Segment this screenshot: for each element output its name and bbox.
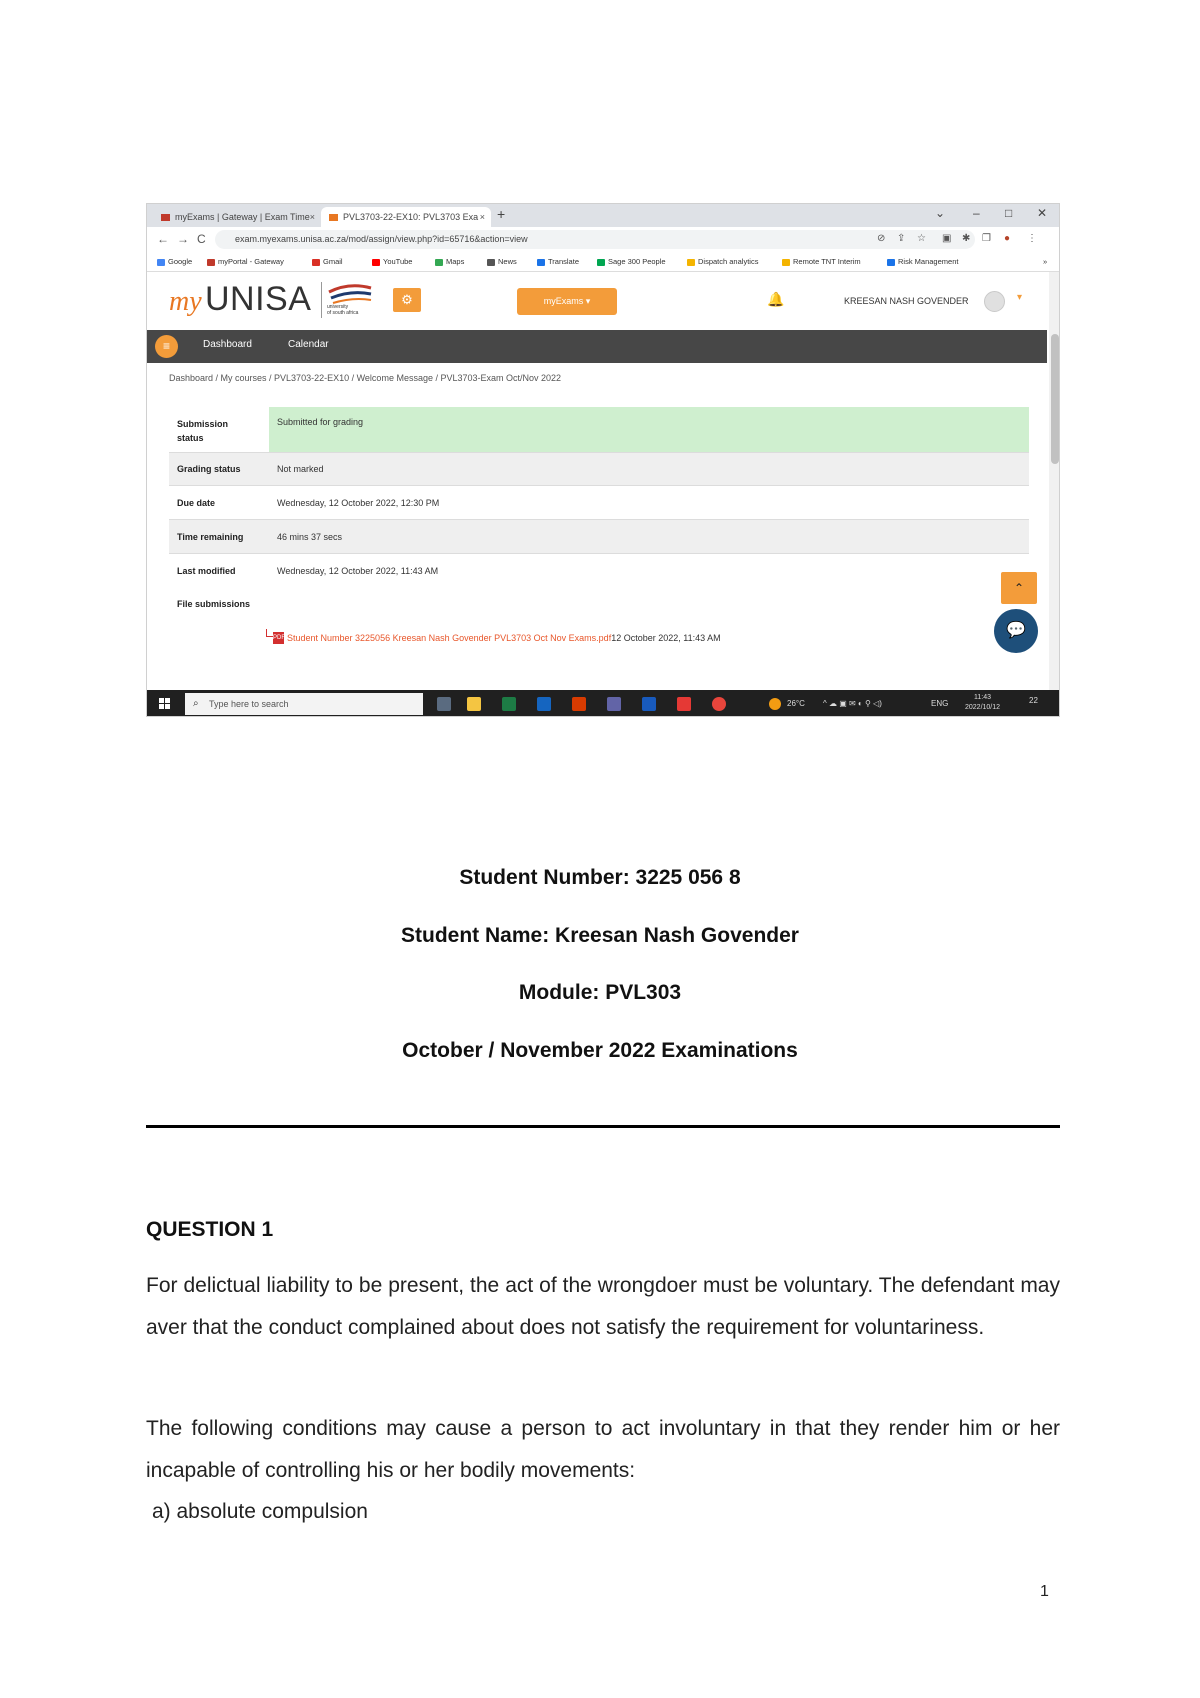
- analytics-icon: [687, 259, 695, 266]
- exam-submission-screenshot: [146, 203, 1060, 717]
- browser-tab-myexams[interactable]: myExams | Gateway | Exam Time ×: [153, 207, 321, 227]
- user-avatar[interactable]: [984, 291, 1005, 312]
- sage-icon: [597, 259, 605, 266]
- back-to-top-button[interactable]: [1001, 572, 1037, 604]
- bookmark-remote-tnt[interactable]: Remote TNT Interim: [782, 257, 861, 266]
- row-value: Not marked: [277, 464, 324, 474]
- chevron-up-icon: ⌃: [1013, 581, 1025, 595]
- close-window-icon[interactable]: ✕: [1037, 206, 1048, 220]
- puzzle-extension-icon[interactable]: ✱: [962, 233, 971, 244]
- notifications-icon[interactable]: 22: [1029, 696, 1038, 705]
- risk-icon: [887, 259, 895, 266]
- logo-my-text: my: [169, 286, 202, 317]
- close-tab-icon[interactable]: ×: [309, 212, 315, 222]
- side-panel-icon[interactable]: ❐: [982, 233, 991, 244]
- acrobat-icon[interactable]: [677, 697, 691, 711]
- due-date-row: [169, 486, 1029, 520]
- paragraph: The following conditions may cause a person to act involuntary in that they render him or her incapable of controlling his or her bodily movements:: [146, 1417, 1060, 1482]
- new-tab-icon[interactable]: +: [497, 206, 506, 222]
- myexams-favicon-icon: [161, 214, 170, 221]
- bookmark-translate[interactable]: Translate: [537, 257, 579, 266]
- tab-search-icon[interactable]: ⌄: [935, 206, 946, 220]
- share-icon[interactable]: ⇪: [897, 233, 906, 244]
- scrollbar-thumb[interactable]: [1051, 334, 1059, 464]
- windows-start-icon[interactable]: [159, 698, 171, 710]
- menu-hamburger-icon[interactable]: ≡: [155, 335, 178, 358]
- submission-status-row: [169, 407, 1029, 453]
- nav-link-dashboard[interactable]: Dashboard: [203, 339, 252, 350]
- minimize-icon[interactable]: –: [973, 206, 980, 220]
- bookmarks-more-icon[interactable]: »: [1043, 257, 1048, 266]
- extension-icon[interactable]: ▣: [942, 233, 952, 244]
- incognito-icon[interactable]: ⊘: [877, 233, 886, 244]
- page-number: 1: [1040, 1583, 1049, 1600]
- translate-icon: [537, 259, 545, 266]
- myexams-button[interactable]: myExams ▾: [517, 288, 617, 315]
- taskbar-search-input[interactable]: ⌕ Type here to search: [185, 693, 423, 715]
- chrome-icon[interactable]: [712, 697, 726, 711]
- unisa-favicon-icon: [329, 214, 338, 221]
- file-date: 12 October 2022, 11:43 AM: [611, 633, 721, 643]
- last-modified-row: [169, 554, 1029, 588]
- forward-arrow-icon[interactable]: →: [177, 232, 189, 246]
- time-remaining-row: [169, 520, 1029, 554]
- maps-icon: [435, 259, 443, 266]
- bookmark-youtube[interactable]: YouTube: [372, 257, 412, 266]
- pdf-file-icon: PDF: [273, 632, 284, 644]
- row-value: 46 mins 37 secs: [277, 532, 343, 542]
- nav-link-calendar[interactable]: Calendar: [288, 339, 329, 350]
- student-name: Student Name: Kreesan Nash Govender: [401, 924, 799, 947]
- browser-tab-pvl3703[interactable]: PVL3703-22-EX10: PVL3703 Exa ×: [321, 207, 491, 227]
- chat-button[interactable]: [994, 609, 1038, 653]
- user-name[interactable]: KREESAN NASH GOVENDER: [844, 296, 969, 306]
- task-view-icon[interactable]: [437, 697, 451, 711]
- office-icon[interactable]: [572, 697, 586, 711]
- bookmark-gmail[interactable]: Gmail: [312, 257, 343, 266]
- unisa-icon: [207, 259, 215, 266]
- module-code: Module: PVL303: [518, 981, 682, 1004]
- browser-tab-bar: [147, 204, 1060, 227]
- status-highlight: [269, 407, 1029, 453]
- row-value: Wednesday, 12 October 2022, 12:30 PM: [277, 498, 440, 508]
- row-label: Submission status: [177, 419, 229, 443]
- list-item: a) absolute compulsion: [152, 1500, 368, 1523]
- row-label: Due date: [177, 498, 216, 508]
- outlook-icon[interactable]: [537, 697, 551, 711]
- search-icon: ⌕: [193, 698, 199, 709]
- teams-icon[interactable]: [607, 697, 621, 711]
- file-submissions-row: [169, 588, 1029, 618]
- user-menu-chevron-icon[interactable]: ▾: [1017, 292, 1023, 303]
- row-label: Grading status: [177, 464, 241, 474]
- settings-gear-button[interactable]: [393, 288, 421, 312]
- bookmark-myportal[interactable]: myPortal - Gateway: [207, 257, 284, 266]
- gear-icon: ⚙: [401, 292, 413, 307]
- row-label: Time remaining: [177, 532, 244, 542]
- bookmark-star-icon[interactable]: ☆: [917, 233, 926, 244]
- submitted-file-link[interactable]: Student Number 3225056 Kreesan Nash Govender PVL3703 Oct Nov Exams.pdf12 October 2022, 11:43 AM: [287, 633, 721, 643]
- gmail-icon: [312, 259, 320, 266]
- weather-icon[interactable]: [769, 698, 781, 710]
- bookmark-news[interactable]: News: [487, 257, 517, 266]
- chat-bubble-icon: 💬: [1006, 622, 1026, 639]
- reload-icon[interactable]: C: [197, 232, 206, 246]
- grading-status-row: [169, 453, 1029, 486]
- weather-temp[interactable]: 26°C: [787, 699, 805, 708]
- row-value: Wednesday, 12 October 2022, 11:43 AM: [277, 566, 439, 576]
- clock[interactable]: 11:43 2022/10/12: [965, 694, 1001, 711]
- logo-unisa-text: UNISA: [205, 280, 312, 318]
- student-number: Student Number: 3225 056 8: [459, 866, 741, 889]
- back-arrow-icon[interactable]: ←: [157, 232, 169, 246]
- myunisa-page: [147, 272, 1047, 690]
- breadcrumb[interactable]: Dashboard / My courses / PVL3703-22-EX10 / Welcome Message / PVL3703-Exam Oct/Nov 2022: [169, 373, 562, 383]
- bookmark-google[interactable]: Google: [157, 257, 192, 266]
- browser-address-bar: [147, 227, 1060, 253]
- browser-menu-icon[interactable]: ⋮: [1027, 233, 1037, 244]
- paragraph: For delictual liability to be present, the act of the wrongdoer must be voluntary. The defendant may aver that the conduct complained about does not satisfy the requirement for voluntariness.: [146, 1274, 1060, 1339]
- close-tab-icon[interactable]: ×: [479, 212, 485, 222]
- logo-tagline: university of south africa: [327, 304, 359, 316]
- word-icon[interactable]: [642, 697, 656, 711]
- url-field[interactable]: exam.myexams.unisa.ac.za/mod/assign/view.php?id=65716&action=view: [215, 230, 975, 249]
- maximize-icon[interactable]: □: [1005, 206, 1013, 220]
- exam-session: October / November 2022 Examinations: [402, 1039, 798, 1062]
- bookmark-maps[interactable]: Maps: [435, 257, 464, 266]
- site-nav-bar: [147, 330, 1047, 363]
- file-explorer-icon[interactable]: [467, 697, 481, 711]
- excel-icon[interactable]: [502, 697, 516, 711]
- notification-bell-icon[interactable]: 🔔: [767, 291, 785, 307]
- bookmark-dispatch[interactable]: Dispatch analytics: [687, 257, 758, 266]
- youtube-icon: [372, 259, 380, 266]
- row-value: Submitted for grading: [277, 417, 364, 427]
- system-tray-icons[interactable]: ^ ☁ ▣ ✉ ◐ ⚲ ◁): [823, 699, 882, 708]
- google-icon: [157, 259, 165, 266]
- news-icon: [487, 259, 495, 266]
- question-heading: QUESTION 1: [146, 1218, 274, 1241]
- row-label: Last modified: [177, 566, 236, 576]
- bookmark-risk[interactable]: Risk Management: [887, 257, 958, 266]
- profile-avatar-icon[interactable]: ●: [1004, 233, 1011, 244]
- windows-taskbar: [147, 690, 1060, 717]
- bookmarks-bar: [147, 253, 1060, 272]
- bookmark-sage[interactable]: Sage 300 People: [597, 257, 666, 266]
- logo-divider: [321, 282, 322, 318]
- language-indicator[interactable]: ENG: [931, 699, 949, 708]
- analytics-icon: [782, 259, 790, 266]
- row-label: File submissions: [177, 599, 251, 609]
- horizontal-divider: [146, 1125, 1060, 1128]
